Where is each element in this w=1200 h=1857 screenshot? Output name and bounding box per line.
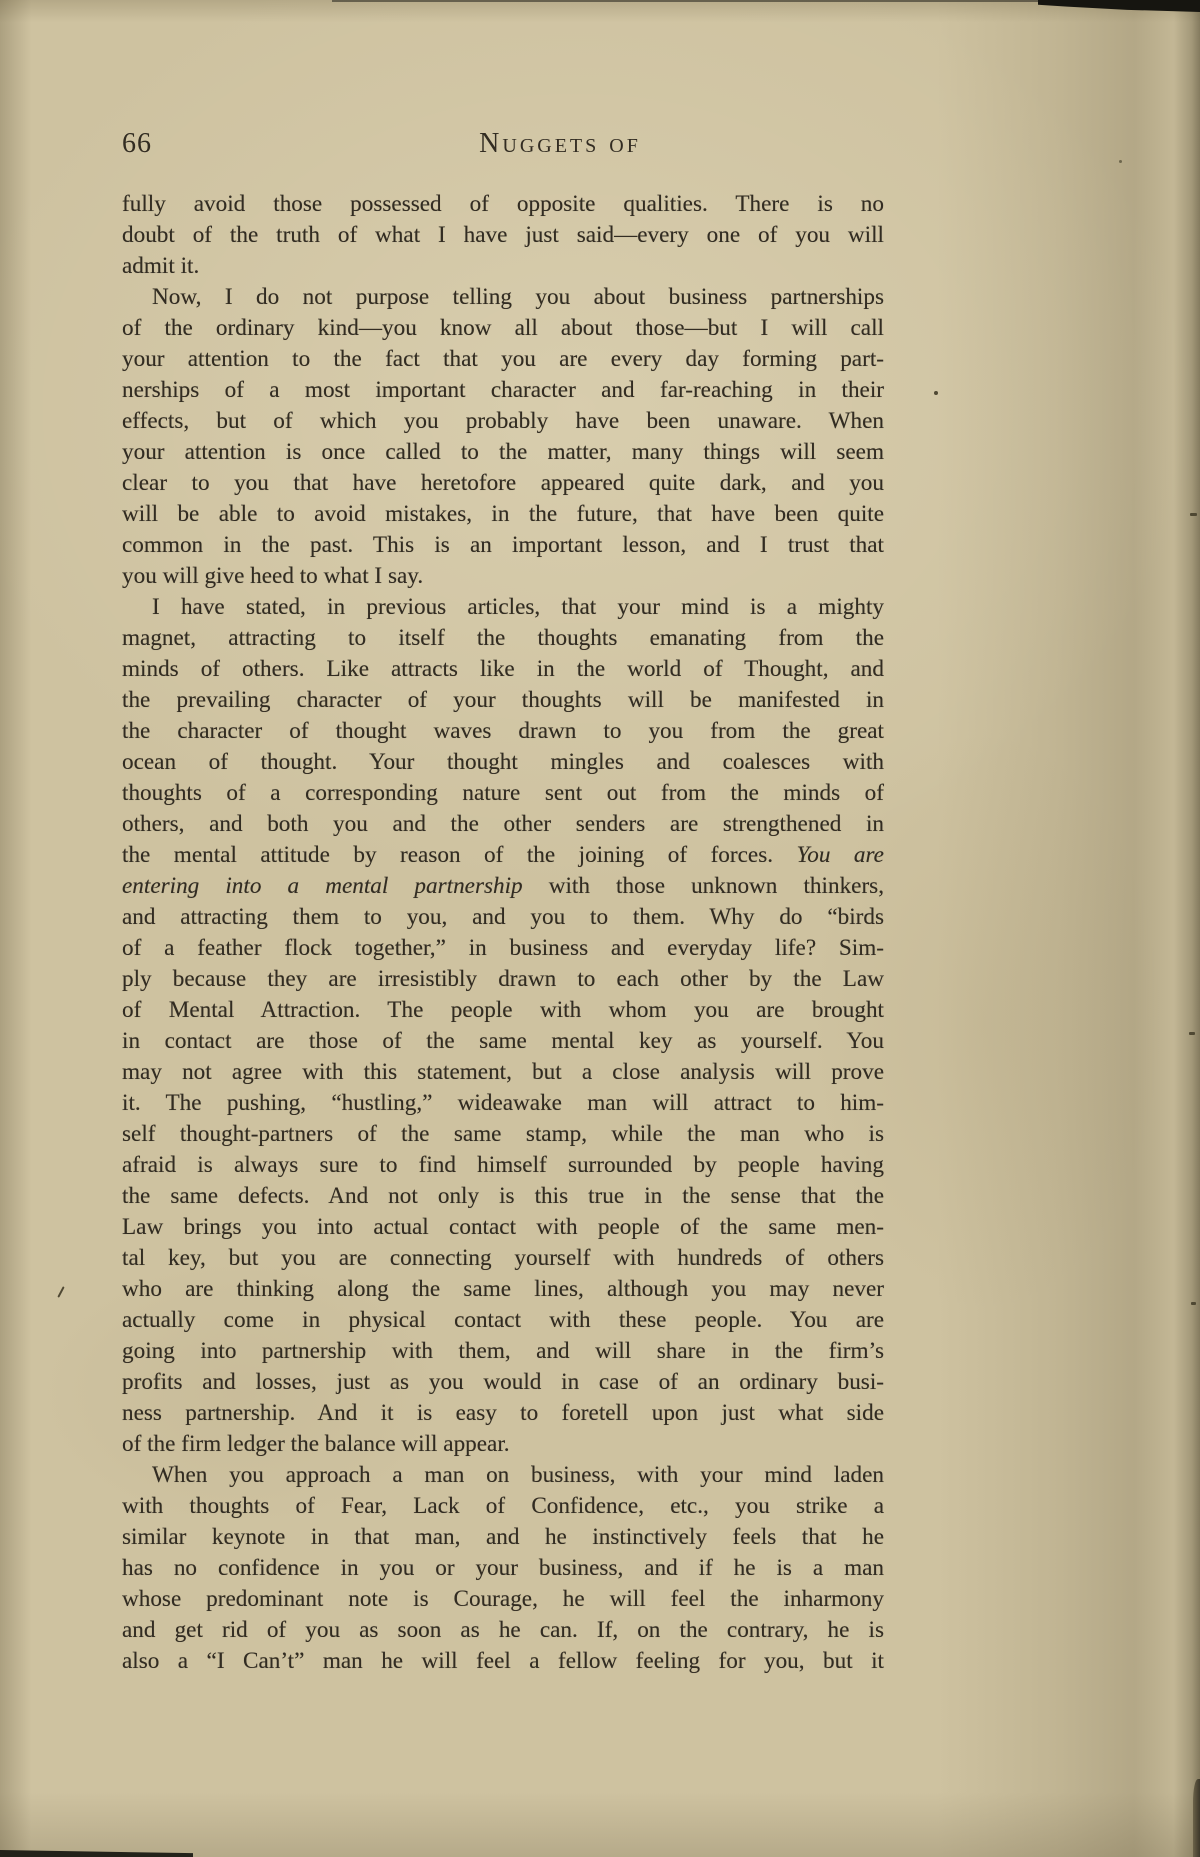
text-line (122, 995, 884, 1026)
text-line (122, 871, 884, 902)
text-line (122, 344, 884, 375)
italic-text-segment: You are (796, 842, 884, 868)
text-segment: profits and losses, just as you would in case of an ordinary busi- (122, 1369, 884, 1395)
text-segment: whose predominant note is Courage, he will feel the inharmony (122, 1586, 884, 1612)
text-line (122, 1584, 884, 1615)
text-line (122, 778, 884, 809)
text-line (122, 282, 884, 313)
text-line (122, 375, 884, 406)
text-line (122, 530, 884, 561)
text-segment: the mental attitude by reason of the joining of forces. (122, 842, 797, 868)
text-line (122, 1336, 884, 1367)
text-segment: Law brings you into actual contact with people of the same men- (122, 1214, 884, 1240)
text-line (122, 1491, 884, 1522)
text-segment: who are thinking along the same lines, although you may never (122, 1276, 884, 1302)
text-line (122, 1367, 884, 1398)
text-segment: your attention to the fact that you are every day forming part- (122, 346, 884, 372)
text-line (122, 1615, 884, 1646)
text-line (122, 1088, 884, 1119)
text-segment: similar keynote in that man, and he instinctively feels that he (122, 1524, 884, 1550)
body-text (122, 189, 884, 1677)
text-line (122, 1212, 884, 1243)
text-line (122, 1553, 884, 1584)
fore-edge-mark (1189, 1032, 1195, 1035)
text-line (122, 1057, 884, 1088)
italic-text-segment: entering into a mental partnership (122, 873, 523, 899)
text-segment: may not agree with this statement, but a close analysis will prove (122, 1059, 884, 1085)
text-line (122, 1274, 884, 1305)
text-segment: with those unknown thinkers, (522, 873, 884, 899)
text-segment: ness partnership. And it is easy to foretell upon just what side (122, 1400, 884, 1426)
text-segment: self thought-partners of the same stamp, while the man who is (122, 1121, 884, 1147)
text-line (122, 499, 884, 530)
text-segment: actually come in physical contact with these people. You are (122, 1307, 884, 1333)
running-header: Nuggets of (479, 128, 641, 159)
text-segment: it. The pushing, “hustling,” wideawake man will attract to him- (122, 1090, 884, 1116)
text-line (122, 840, 884, 871)
text-line (122, 1398, 884, 1429)
text-segment: also a “I Can’t” man he will feel a fellow feeling for you, but it (122, 1648, 884, 1674)
text-line (122, 1181, 884, 1212)
text-segment: doubt of the truth of what I have just said—every one of you will (122, 222, 884, 248)
text-line (122, 468, 884, 499)
text-line (122, 1150, 884, 1181)
text-segment: of a feather flock together,” in business and everyday life? Sim- (122, 935, 884, 961)
text-line (122, 1026, 884, 1057)
text-segment: of the firm ledger the balance will appear. (122, 1431, 510, 1457)
text-segment: ply because they are irresistibly drawn to each other by the Law (122, 966, 884, 992)
text-line (122, 1243, 884, 1274)
text-segment: with thoughts of Fear, Lack of Confidence, etc., you strike a (122, 1493, 884, 1519)
text-segment: the same defects. And not only is this true in the sense that the (122, 1183, 884, 1209)
text-segment: effects, but of which you probably have been unaware. When (122, 408, 884, 434)
text-line (122, 716, 884, 747)
text-segment: common in the past. This is an important lesson, and I trust that (122, 532, 884, 558)
text-segment: I have stated, in previous articles, that your mind is a mighty (152, 594, 884, 620)
text-segment: admit it. (122, 253, 200, 279)
text-line (122, 964, 884, 995)
text-segment: Now, I do not purpose telling you about business partnerships (152, 284, 884, 310)
text-line (122, 1460, 884, 1491)
text-segment: you will give heed to what I say. (122, 563, 424, 589)
text-line (122, 592, 884, 623)
text-line (122, 313, 884, 344)
pencil-tick-mark (57, 1286, 64, 1298)
fore-edge-mark (1190, 513, 1197, 516)
page-corner-curl-shadow (1193, 1779, 1200, 1857)
text-line (122, 189, 884, 220)
text-segment: thoughts of a corresponding nature sent out from the minds of (122, 780, 884, 806)
text-segment: has no confidence in you or your business, and if he is a man (122, 1555, 884, 1581)
text-segment: in contact are those of the same mental key as yourself. You (122, 1028, 884, 1054)
text-line (122, 902, 884, 933)
text-segment: of the ordinary kind—you know all about those—but I will call (122, 315, 884, 341)
text-line (122, 654, 884, 685)
text-line (122, 933, 884, 964)
text-segment: magnet, attracting to itself the thoughts emanating from the (122, 625, 884, 651)
page-header (122, 128, 884, 164)
text-line (122, 251, 884, 282)
text-segment: going into partnership with them, and will share in the firm’s (122, 1338, 884, 1364)
text-line (122, 1119, 884, 1150)
text-segment: tal key, but you are connecting yourself with hundreds of others (122, 1245, 884, 1271)
text-line (122, 1305, 884, 1336)
text-line (122, 220, 884, 251)
text-line (122, 406, 884, 437)
book-top-edge-shadow (332, 0, 1044, 2)
text-segment: and get rid of you as soon as he can. If, on the contrary, he is (122, 1617, 884, 1643)
text-line (122, 437, 884, 468)
text-line (122, 747, 884, 778)
book-bottom-edge-shadow (0, 1850, 193, 1857)
text-segment: others, and both you and the other senders are strengthened in (122, 811, 884, 837)
text-segment: minds of others. Like attracts like in the world of Thought, and (122, 656, 884, 682)
text-line (122, 561, 884, 592)
text-segment: and attracting them to you, and you to them. Why do “birds (122, 904, 884, 930)
text-segment: clear to you that have heretofore appeared quite dark, and you (122, 470, 884, 496)
paper-speck (934, 391, 938, 395)
text-line (122, 1646, 884, 1677)
page-number: 66 (122, 128, 152, 159)
book-top-corner-dark-bar (1038, 0, 1200, 12)
text-segment: ocean of thought. Your thought mingles and coalesces with (122, 749, 884, 775)
text-segment: will be able to avoid mistakes, in the future, that have been quite (122, 501, 884, 527)
text-line (122, 1522, 884, 1553)
text-line (122, 685, 884, 716)
text-segment: the character of thought waves drawn to you from the great (122, 718, 884, 744)
text-segment: nerships of a most important character and far-reaching in their (122, 377, 884, 403)
text-line (122, 623, 884, 654)
text-segment: the prevailing character of your thoughts will be manifested in (122, 687, 884, 713)
text-segment: afraid is always sure to find himself surrounded by people having (122, 1152, 884, 1178)
text-segment: fully avoid those possessed of opposite qualities. There is no (122, 191, 884, 217)
text-segment: When you approach a man on business, with your mind laden (152, 1462, 884, 1488)
fore-edge-mark (1191, 1302, 1196, 1305)
text-line (122, 809, 884, 840)
text-segment: your attention is once called to the matter, many things will seem (122, 439, 884, 465)
text-line (122, 1429, 884, 1460)
paper-speck (1119, 160, 1122, 163)
text-segment: of Mental Attraction. The people with whom you are brought (122, 997, 884, 1023)
